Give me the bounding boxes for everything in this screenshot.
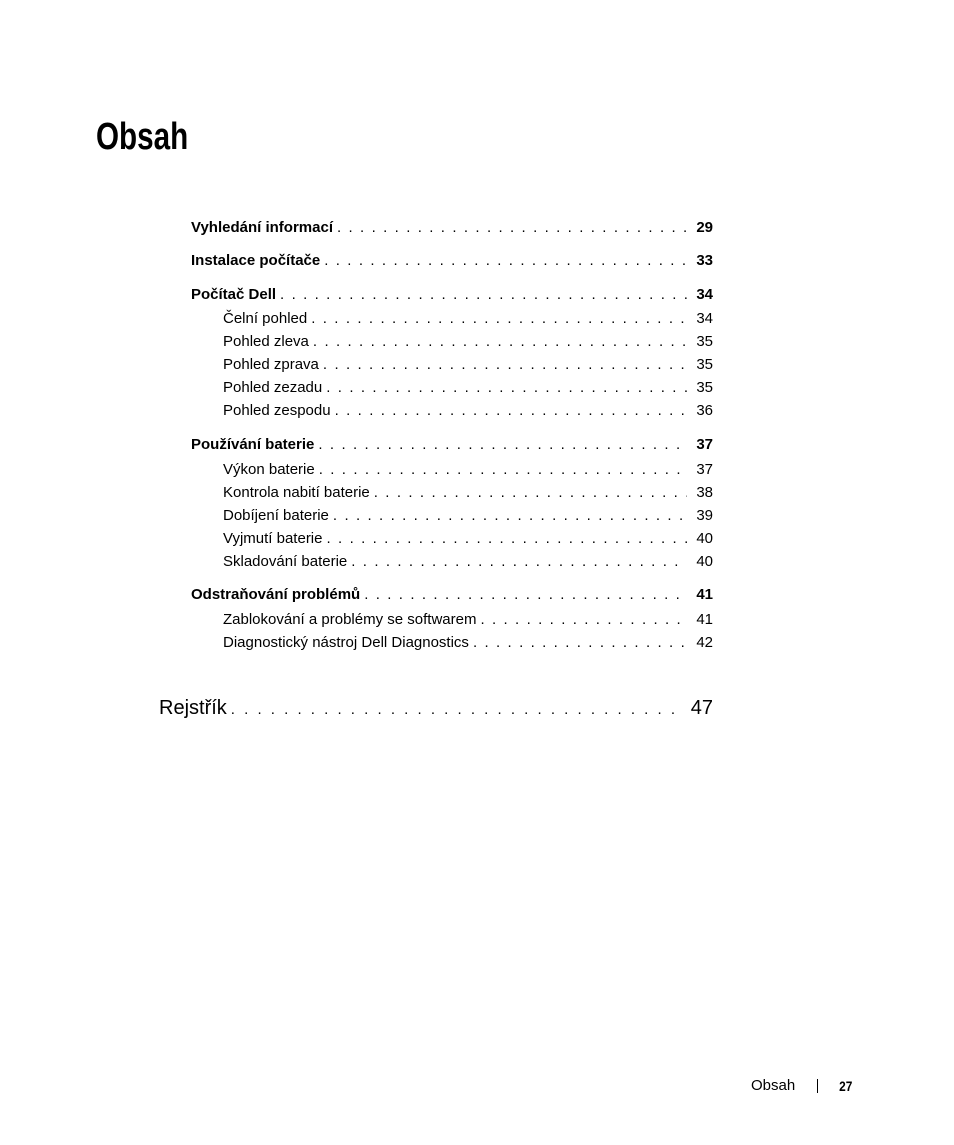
toc-entry-label: Výkon baterie <box>223 461 315 478</box>
toc-entry-page: 35 <box>696 333 713 350</box>
toc-entry-label: Vyhledání informací <box>191 219 333 236</box>
page-title: Obsah <box>96 116 189 158</box>
toc-entry-page: 42 <box>696 634 713 651</box>
toc-entry-label: Skladování baterie <box>223 553 348 570</box>
toc-entry-page: 38 <box>696 484 713 501</box>
dot-leader <box>473 634 687 652</box>
toc-entry-label: Používání baterie <box>191 436 315 453</box>
toc-entry-subsection[interactable] <box>223 634 713 652</box>
dot-leader <box>337 219 687 237</box>
toc-entry-section[interactable] <box>191 586 713 604</box>
toc-entry-page: 34 <box>696 286 713 303</box>
toc-entry-section[interactable] <box>191 219 713 237</box>
dot-leader <box>280 286 687 304</box>
dot-leader <box>324 252 687 270</box>
toc-entry-subsection[interactable] <box>223 530 713 548</box>
toc-entry-label: Pohled zezadu <box>223 379 323 396</box>
toc-entry-subsection[interactable] <box>223 507 713 525</box>
toc-entry-label: Instalace počítače <box>191 252 321 269</box>
toc-entry-subsection[interactable] <box>223 553 713 571</box>
toc-entry-page: 37 <box>696 461 713 478</box>
dot-leader <box>231 696 683 722</box>
toc-entry-label: Dobíjení baterie <box>223 507 329 524</box>
toc-entry-page: 41 <box>696 611 713 628</box>
dot-leader <box>374 484 687 502</box>
dot-leader <box>364 586 687 604</box>
dot-leader <box>318 436 687 454</box>
toc-entry-page: 29 <box>696 219 713 236</box>
toc-entry-subsection[interactable] <box>223 310 713 328</box>
toc-entry-index[interactable] <box>159 696 713 722</box>
toc-entry-page: 40 <box>696 530 713 547</box>
toc-entry-label: Pohled zprava <box>223 356 319 373</box>
toc-entry-label: Počítač Dell <box>191 286 277 303</box>
toc-entry-label: Čelní pohled <box>223 310 308 327</box>
toc-entry-subsection[interactable] <box>223 379 713 397</box>
toc-entry-label: Odstraňování problémů <box>191 586 361 603</box>
toc-entry-subsection[interactable] <box>223 484 713 502</box>
footer-divider <box>817 1079 818 1093</box>
dot-leader <box>311 310 687 328</box>
toc-entry-subsection[interactable] <box>223 356 713 374</box>
dot-leader <box>351 553 687 571</box>
toc-entry-page: 36 <box>696 402 713 419</box>
dot-leader <box>313 333 687 351</box>
toc-entry-page: 35 <box>696 356 713 373</box>
footer-page-number: 27 <box>839 1078 853 1094</box>
toc-entry-page: 40 <box>696 553 713 570</box>
toc-entry-subsection[interactable] <box>223 461 713 479</box>
footer-section-name: Obsah <box>751 1077 796 1094</box>
toc-entry-label: Zablokování a problémy se softwarem <box>223 611 477 628</box>
toc-entry-page: 39 <box>696 507 713 524</box>
page-footer <box>751 1077 854 1095</box>
toc-entry-page: 35 <box>696 379 713 396</box>
toc-entry-subsection[interactable] <box>223 611 713 629</box>
toc-entry-label: Kontrola nabití baterie <box>223 484 370 501</box>
toc-entry-page: 33 <box>696 252 713 269</box>
toc-entry-page: 41 <box>696 586 713 603</box>
toc-entry-page: 34 <box>696 310 713 327</box>
toc-entry-section[interactable] <box>191 252 713 270</box>
toc-entry-section[interactable] <box>191 286 713 304</box>
toc-entry-subsection[interactable] <box>223 333 713 351</box>
toc-entry-page: 37 <box>696 436 713 453</box>
toc-entry-label: Vyjmutí baterie <box>223 530 323 547</box>
dot-leader <box>323 356 687 374</box>
toc-entry-subsection[interactable] <box>223 402 713 420</box>
dot-leader <box>327 530 688 548</box>
dot-leader <box>333 507 687 525</box>
dot-leader <box>326 379 687 397</box>
toc-entry-label: Pohled zleva <box>223 333 309 350</box>
toc-entry-page: 47 <box>690 697 713 719</box>
dot-leader <box>319 461 687 479</box>
dot-leader <box>480 611 687 629</box>
dot-leader <box>335 402 687 420</box>
toc-entry-label: Rejstřík <box>159 697 227 719</box>
toc-entry-label: Pohled zespodu <box>223 402 331 419</box>
toc-entry-label: Diagnostický nástroj Dell Diagnostics <box>223 634 469 651</box>
toc-entry-section[interactable] <box>191 436 713 454</box>
